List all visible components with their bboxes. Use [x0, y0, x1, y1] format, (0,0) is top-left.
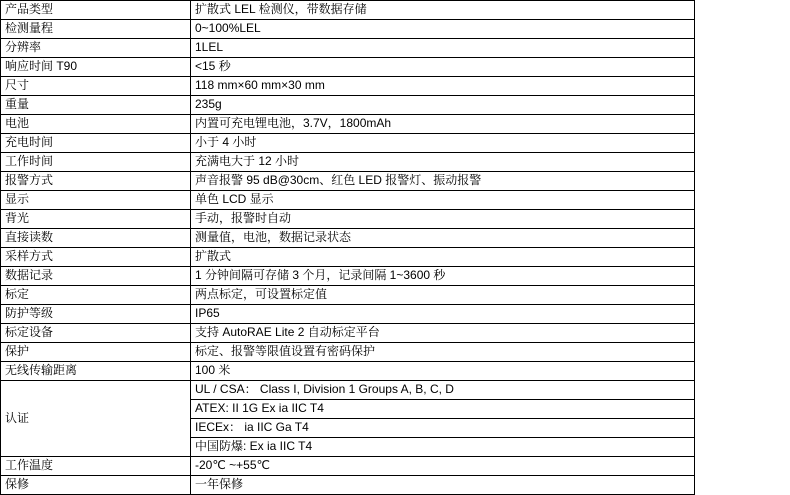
table-row [1, 210, 695, 229]
table-row [1, 172, 695, 191]
row-value: 内置可充电锂电池，3.7V，1800mAh [191, 115, 695, 134]
row-label: 工作时间 [1, 153, 191, 172]
row-label: 采样方式 [1, 248, 191, 267]
table-row [1, 248, 695, 267]
row-label: 保护 [1, 343, 191, 362]
table-row [1, 229, 695, 248]
table-row [1, 457, 695, 476]
row-label: 重量 [1, 96, 191, 115]
row-label: 响应时间 T90 [1, 58, 191, 77]
row-value: 235g [191, 96, 695, 115]
certification-line: 中国防爆: Ex ia IIC T4 [191, 438, 695, 457]
row-value: 测量值，电池，数据记录状态 [191, 229, 695, 248]
certification-line: ATEX: II 1G Ex ia IIC T4 [191, 400, 695, 419]
row-label: 数据记录 [1, 267, 191, 286]
row-value: 一年保修 [191, 476, 695, 495]
row-value: 0~100%LEL [191, 20, 695, 39]
row-label: 标定 [1, 286, 191, 305]
table-row [1, 39, 695, 58]
table-row [1, 134, 695, 153]
row-value: 扩散式 [191, 248, 695, 267]
row-label: 背光 [1, 210, 191, 229]
table-row [1, 324, 695, 343]
row-label: 无线传输距离 [1, 362, 191, 381]
row-value: 手动，报警时自动 [191, 210, 695, 229]
row-value: 两点标定，可设置标定值 [191, 286, 695, 305]
table-row [1, 115, 695, 134]
row-label: 产品类型 [1, 1, 191, 20]
row-label: 工作温度 [1, 457, 191, 476]
table-row [1, 305, 695, 324]
row-value: 118 mm×60 mm×30 mm [191, 77, 695, 96]
row-value: 小于 4 小时 [191, 134, 695, 153]
row-value: 100 米 [191, 362, 695, 381]
row-label: 防护等级 [1, 305, 191, 324]
row-value: 1 分钟间隔可存储 3 个月，记录间隔 1~3600 秒 [191, 267, 695, 286]
table-row-certification [1, 381, 695, 400]
row-label: 分辨率 [1, 39, 191, 58]
row-label-certification: 认证 [1, 381, 191, 457]
row-value: IP65 [191, 305, 695, 324]
table-row [1, 20, 695, 39]
row-label: 检测量程 [1, 20, 191, 39]
table-row [1, 1, 695, 20]
table-row [1, 343, 695, 362]
row-label: 标定设备 [1, 324, 191, 343]
row-label: 保修 [1, 476, 191, 495]
row-value: 单色 LCD 显示 [191, 191, 695, 210]
certification-line: UL / CSA： Class I, Division 1 Groups A, B, C, D [191, 381, 695, 400]
row-value: 标定、报警等限值设置有密码保护 [191, 343, 695, 362]
table-row [1, 153, 695, 172]
table-row [1, 58, 695, 77]
specifications-table-body [1, 1, 695, 495]
row-value: 声音报警 95 dB@30cm、红色 LED 报警灯、振动报警 [191, 172, 695, 191]
table-row [1, 267, 695, 286]
row-label: 尺寸 [1, 77, 191, 96]
table-row [1, 286, 695, 305]
table-row [1, 77, 695, 96]
row-label: 充电时间 [1, 134, 191, 153]
table-row [1, 362, 695, 381]
row-label: 显示 [1, 191, 191, 210]
certification-line: IECEx： ia IIC Ga T4 [191, 419, 695, 438]
row-label: 直接读数 [1, 229, 191, 248]
row-label: 报警方式 [1, 172, 191, 191]
row-value: <15 秒 [191, 58, 695, 77]
row-value: 1LEL [191, 39, 695, 58]
row-value: -20℃ ~+55℃ [191, 457, 695, 476]
table-row [1, 96, 695, 115]
table-row [1, 191, 695, 210]
row-value: 扩散式 LEL 检测仪，带数据存储 [191, 1, 695, 20]
row-value: 充满电大于 12 小时 [191, 153, 695, 172]
table-row [1, 476, 695, 495]
row-value: 支持 AutoRAE Lite 2 自动标定平台 [191, 324, 695, 343]
row-label: 电池 [1, 115, 191, 134]
